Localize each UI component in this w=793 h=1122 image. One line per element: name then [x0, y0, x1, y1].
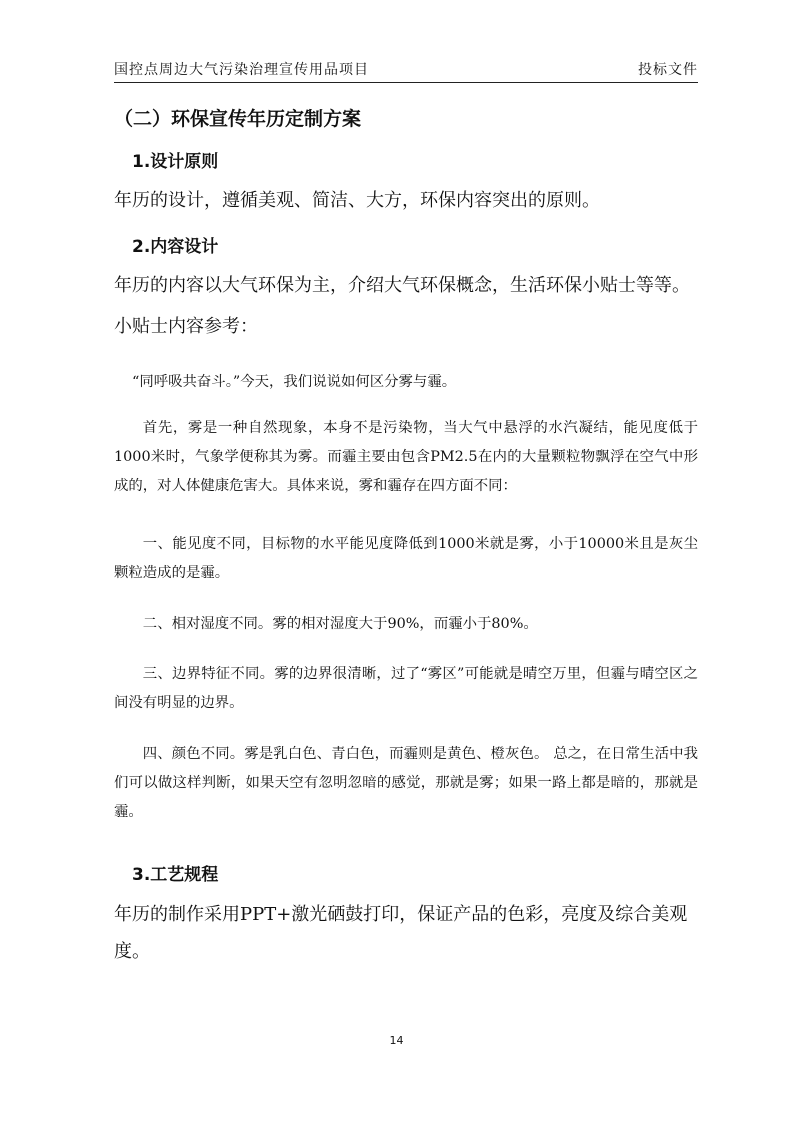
design-principles-heading: 1.设计原则 [132, 152, 219, 172]
process-heading: 3.工艺规程 [132, 865, 219, 885]
tips-paragraph-1 [114, 414, 698, 501]
header-doc-type: 投标文件 [638, 62, 698, 78]
tips-p2: 一、能见度不同，目标物的水平能见度降低到1000米就是雾，小于10000米且是灰尘颗粒造成的是霾。 [114, 536, 698, 581]
content-design-line1: 年历的内容以大气环保为主，介绍大气环保概念，生活环保小贴士等等。 [114, 275, 690, 296]
tips-p3: 二、相对湿度不同。雾的相对湿度大于90%，而霾小于80%。 [142, 616, 538, 632]
content-design-line2: 小贴士内容参考： [114, 316, 258, 337]
process-text: 年历的制作采用PPT+激光硒鼓打印，保证产品的色彩，亮度及综合美观度。 [114, 904, 688, 962]
page-header [114, 58, 698, 83]
page-number: 14 [389, 1034, 404, 1047]
tips-paragraph-2 [114, 530, 698, 588]
section-title: （二）环保宣传年历定制方案 [114, 108, 362, 130]
tips-paragraph-3 [114, 610, 698, 639]
tips-quote: “同呼吸共奋斗。”今天，我们说说如何区分雾与霾。 [132, 374, 457, 390]
content-design-intro [114, 267, 704, 345]
header-project-title: 国控点周边大气污染治理宣传用品项目 [114, 62, 369, 78]
tips-p1: 首先，雾是一种自然现象，本身不是污染物，当大气中悬浮的水汽凝结，能见度低于1000米时，气象学便称其为雾。而霾主要由包含PM2.5在内的大量颗粒物飘浮在空气中形成的，对人体健康危害大。具体来说，雾和霾存在四方面不同： [114, 420, 698, 494]
tips-p5: 四、颜色不同。雾是乳白色、青白色，而霾则是黄色、橙灰色。 总之，在日常生活中我们可以做这样判断，如果天空有忽明忽暗的感觉，那就是雾；如果一路上都是暗的，那就是霾。 [114, 746, 698, 820]
tips-paragraph-5 [114, 740, 698, 827]
tips-paragraph-4 [114, 660, 698, 718]
content-design-heading: 2.内容设计 [132, 237, 219, 257]
design-principles-text: 年历的设计，遵循美观、简洁、大方，环保内容突出的原则。 [114, 190, 600, 211]
tips-p4: 三、边界特征不同。雾的边界很清晰，过了“雾区”可能就是晴空万里，但霾与晴空区之间没有明显的边界。 [114, 666, 698, 711]
